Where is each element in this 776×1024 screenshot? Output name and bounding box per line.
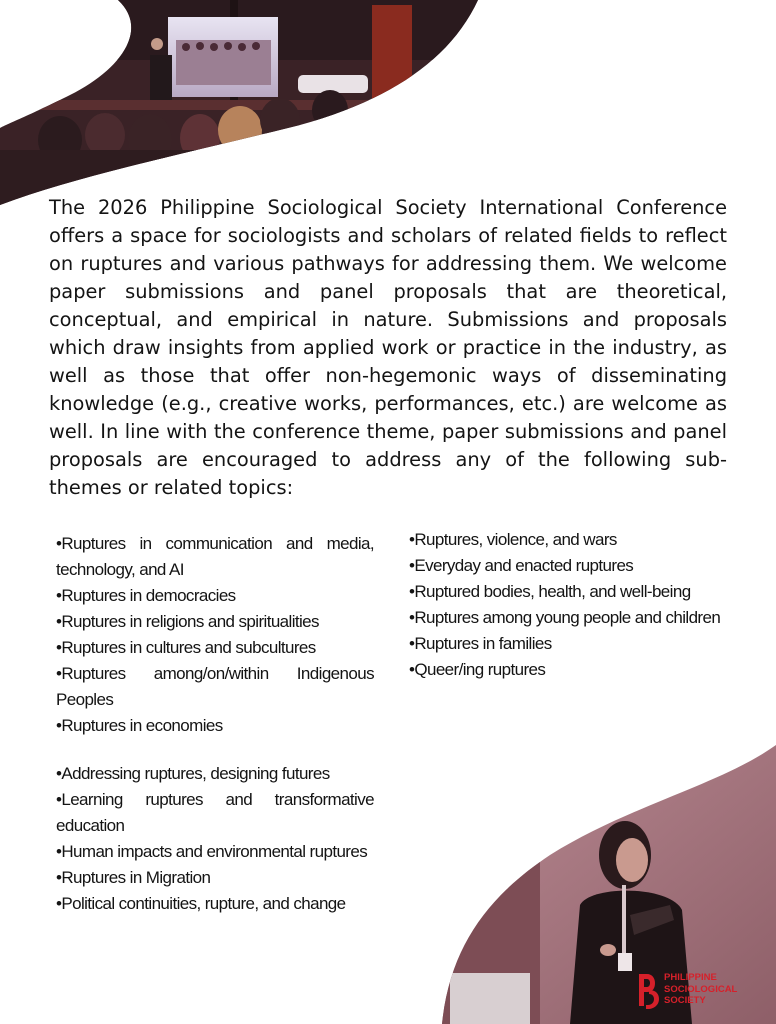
list-item: •Political continuities, rupture, and change [56, 894, 346, 913]
list-item: •Ruptures, violence, and wars [409, 530, 617, 549]
list-item: •Ruptures among young people and children [409, 608, 721, 627]
list-item: •Ruptured bodies, health, and well-being [409, 582, 691, 601]
list-item: •Ruptures in economies [56, 716, 223, 735]
list-item: •Everyday and enacted ruptures [409, 556, 634, 575]
conference-stage-photo [0, 0, 776, 210]
list-item: •Addressing ruptures, designing futures [56, 764, 330, 783]
intro-paragraph: The 2026 Philippine Sociological Society International Conference offers a space for sociologists and scholars of related fields to reflect on ruptures and various pathways for addressing them. We welcome paper submissions and panel proposals that are theoretical, conceptual, and empirical in nature. Submissions and proposals which draw insights from applied work or practice in the industry, as well as those that offer non-hegemonic ways of disseminating knowledge (e.g., creative works, performances, etc.) are welcome as well. In line with the conference theme, paper submissions and panel proposals are encouraged to address any of the following sub-themes or related topics: [49, 196, 727, 499]
list-item: •Ruptures in democracies [56, 586, 236, 605]
list-item: •Ruptures in communication and media, technology, and AI [56, 534, 374, 579]
pss-logo-mark [636, 970, 660, 1010]
pss-logo [636, 970, 766, 1010]
list-item: •Queer/ing ruptures [409, 660, 546, 679]
list-item: •Ruptures in Migration [56, 868, 211, 887]
list-item: •Ruptures among/on/within Indigenous Peoples [56, 664, 374, 709]
list-item: •Human impacts and environmental ruptures [56, 842, 368, 861]
subthemes-list-b [56, 761, 374, 917]
subthemes-list-c [409, 527, 732, 683]
pss-logo-text: PHILIPPINE SOCIOLOGICAL SOCIETY [664, 972, 738, 1006]
list-item: •Ruptures in families [409, 634, 552, 653]
list-item: •Ruptures in religions and spiritualities [56, 612, 319, 631]
list-item: •Learning ruptures and transformative education [56, 790, 374, 835]
list-item: •Ruptures in cultures and subcultures [56, 638, 316, 657]
subthemes-list-a [56, 531, 374, 739]
